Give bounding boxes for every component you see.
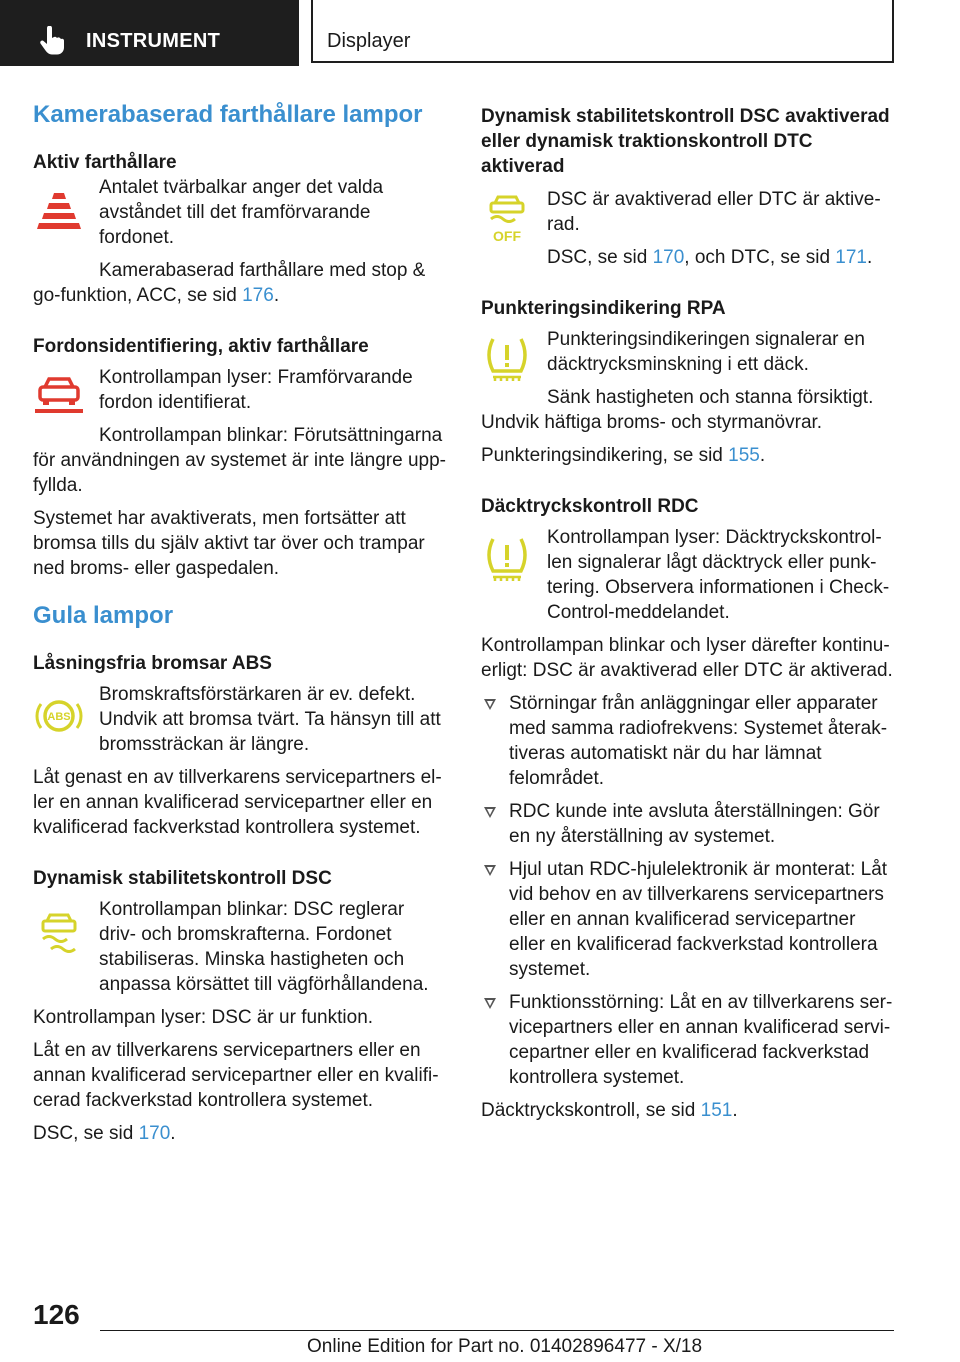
dsc-text-4: DSC, se sid 170. [33, 1123, 176, 1144]
rdc-text-1: Kontrollampan lyser: Däcktryckskontrollen signalerar lågt däcktryck eller punktering. Observera informationen i Check-Control-meddelandet. [547, 527, 890, 623]
indicator-fordonsidentifiering [33, 365, 446, 415]
footer-divider [100, 1330, 894, 1331]
abs-text-2: Låt genast en av tillverkarens servicepartners eller en annan kvalificerad servicepartner eller en kvalificerad fackverkstad kontrollera systemet. [33, 767, 442, 838]
rdc-bullet-list [481, 691, 894, 1090]
page-link-170b[interactable]: 170 [652, 247, 685, 268]
heading-kamerabaserad: Kamerabaserad farthållare lampor [33, 101, 423, 128]
fordon-text-1: Kontrollampan lyser: Framförvarande fordon identifierat. [99, 367, 413, 413]
aktiv-text-2: Kamerabaserad farthållare med stop & go-funktion, ACC, se sid 176. [33, 260, 426, 306]
indicator-rdc [481, 525, 894, 625]
svg-text:ABS: ABS [47, 711, 71, 723]
dsc-off-text-2: DSC, se sid 170, och DTC, se sid 171. [547, 247, 873, 268]
rdc-text-2: Kontrollampan blinkar och lyser därefter kontinuerligt: DSC är avaktiverad eller DTC är aktiverad. [481, 635, 893, 681]
tire-pressure-icon [481, 533, 533, 585]
aktiv-text-2-lead [99, 258, 446, 283]
topic-tab-label: Displayer [327, 30, 411, 52]
page-link-171[interactable]: 171 [835, 247, 867, 268]
triangle-bullet-icon [484, 807, 496, 818]
page-link-151[interactable]: 151 [700, 1100, 733, 1121]
page-link-155[interactable]: 155 [728, 445, 760, 466]
rpa-text-1: Punkteringsindikeringen signalerar en däcktrycksminskning i ett däck. [547, 329, 865, 375]
car-detect-icon [33, 369, 85, 421]
fordon-text-3: Systemet har avaktiverats, men fortsätter att bromsa tills du själv aktivt tar över och trampar ned broms- eller gaspedalen. [33, 508, 425, 579]
page-number: 126 [33, 1299, 80, 1330]
section-tab-instrument[interactable] [0, 0, 299, 66]
rpa-text-3: Punkteringsindikering, se sid 155. [481, 445, 766, 466]
triangle-bullet-icon [484, 865, 496, 876]
footer-edition: Online Edition for Part no. 01402896477 - X/18 [307, 1336, 703, 1357]
left-column [33, 100, 446, 1146]
top-navigation [0, 0, 960, 66]
list-item: Hjul utan RDC-hjulelektronik är monterat: Låt vid behov en av tillverkarens servicepartners eller en annan kvalificerad servicepartner eller en kvalificerad fackverkstad kontrollera systemet. [481, 857, 894, 982]
rdc-text-3: Däcktryckskontroll, se sid 151. [481, 1100, 738, 1121]
subheading-abs: Låsningsfria bromsar ABS [33, 653, 272, 674]
topic-tab-displayer[interactable] [311, 0, 894, 63]
dsc-text-2: Kontrollampan lyser: DSC är ur funktion. [33, 1007, 374, 1028]
triangle-bullet-icon [484, 998, 496, 1009]
page-link-176[interactable]: 176 [242, 285, 274, 306]
indicator-dsc [33, 897, 446, 997]
triangle-bullet-icon [484, 699, 496, 710]
subheading-dsc-off: Dynamisk stabilitetskontroll DSC avaktiverad eller dynamisk traktionskontroll DTC aktiverad [481, 106, 890, 177]
subheading-fordonsidentifiering: Fordonsidentifiering, aktiv farthållare [33, 336, 369, 357]
abs-text-1: Bromskraftsförstärkaren är ev. defekt. Undvik att bromsa tvärt. Ta hänsyn till att bromssträckan är längre. [99, 684, 441, 755]
list-item: Störningar från anläggningar eller apparater med samma radiofrekvens: Systemet återaktiveras automatiskt när du har lämnat felområdet. [481, 691, 894, 791]
subheading-aktiv-farthallare: Aktiv farthållare [33, 152, 177, 173]
subheading-dsc: Dynamisk stabilitetskontroll DSC [33, 868, 332, 889]
dsc-off-icon [481, 193, 533, 245]
list-item: Funktionsstörning: Låt en av tillverkarens servicepartners eller en annan kvalificerad servicepartner eller en kvalificerad fackverkstad kontrollera systemet. [481, 990, 894, 1090]
fordon-text-2: Kontrollampan blinkar: Förutsättningarna för användningen av systemet är inte längre uppfyllda. [33, 425, 446, 496]
indicator-aktiv-farthallare [33, 175, 446, 283]
tire-pressure-icon [481, 333, 533, 385]
list-item: RDC kunde inte avsluta återställningen: Gör en ny återställning av systemet. [481, 799, 894, 849]
dsc-text-3: Låt en av tillverkarens servicepartners eller en annan kvalificerad servicepartner eller en kvalificerad fackverkstad kontrollera systemet. [33, 1040, 439, 1111]
page-link-170[interactable]: 170 [138, 1123, 171, 1144]
indicator-dsc-off [481, 187, 894, 270]
indicator-rpa [481, 327, 894, 377]
svg-text:OFF: OFF [493, 228, 521, 244]
section-tab-label: INSTRUMENT [86, 30, 221, 52]
aktiv-text-1: Antalet tvärbalkar anger det valda avståndet till det framförvarande fordonet. [99, 177, 384, 248]
distance-bars-icon [33, 185, 85, 237]
heading-gula-lampor: Gula lampor [33, 602, 174, 629]
hand-pointer-icon [40, 26, 66, 56]
dsc-icon [33, 905, 85, 957]
subheading-rpa: Punkteringsindikering RPA [481, 298, 726, 319]
rpa-text-2: Sänk hastigheten och stanna försiktigt. Undvik häftiga broms- och styrmanövrar. [481, 387, 874, 433]
right-column [481, 104, 894, 1123]
indicator-abs [33, 682, 446, 757]
abs-icon [33, 690, 85, 742]
dsc-text-1: Kontrollampan blinkar: DSC reglerar driv- och bromskrafterna. Fordonet stabiliseras. Minska hastigheten och anpassa körsättet till vägförhållandena. [99, 899, 429, 995]
subheading-rdc: Däcktryckskontroll RDC [481, 496, 699, 517]
dsc-off-text-1: DSC är avaktiverad eller DTC är aktiverad. [547, 189, 881, 235]
